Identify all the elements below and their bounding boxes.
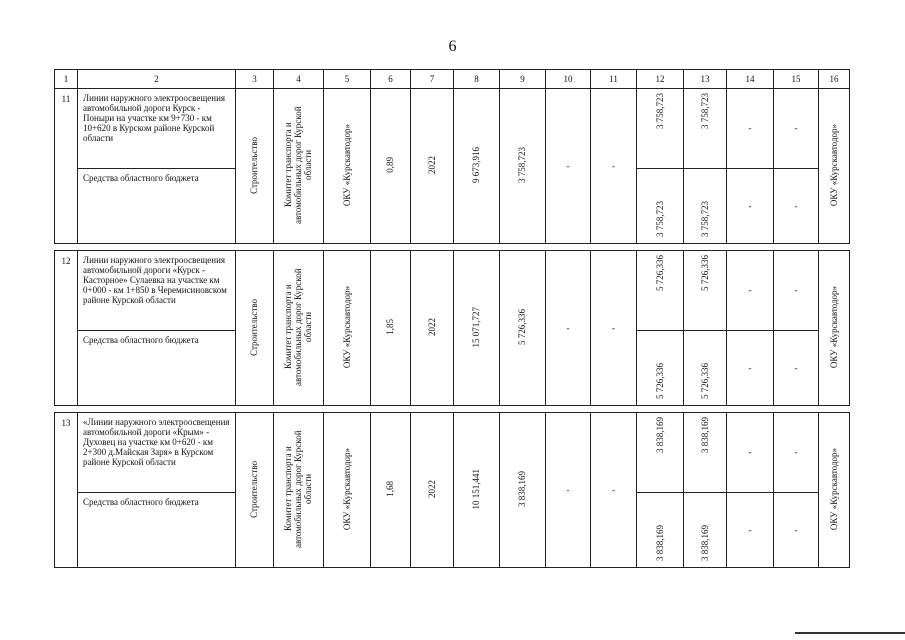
header-cell: 12 — [637, 70, 684, 89]
header-cell: 6 — [371, 70, 411, 89]
col13-value: 3 758,723 — [699, 93, 710, 129]
developer-name: ОКУ «Курскавтодор» — [341, 123, 352, 207]
funding-source: Средства областного бюджета — [78, 169, 236, 244]
col12-value: 3 838,169 — [654, 524, 665, 561]
capacity-value: 0,89 — [385, 157, 396, 173]
col14-value: - — [727, 169, 774, 244]
col14-value: - — [727, 331, 774, 406]
scan-edge-mark — [795, 632, 905, 634]
operator-name: ОКУ «Курскавтодор» — [828, 447, 839, 531]
col13-value: 5 726,336 — [699, 255, 710, 291]
header-cell: 9 — [500, 70, 546, 89]
work-type: Строительство — [249, 136, 260, 194]
table-row — [55, 251, 850, 331]
customer-name: Комитет транспорта и автомобильных дорог Курской области — [283, 268, 314, 386]
col9-value: 5 726,336 — [517, 308, 528, 345]
header-cell: 7 — [411, 70, 454, 89]
investment-table — [54, 69, 850, 568]
col11-value: - — [591, 413, 637, 568]
customer-name: Комитет транспорта и автомобильных дорог Курской области — [283, 106, 314, 224]
col12-value: 3 758,723 — [654, 93, 665, 129]
header-cell: 2 — [78, 70, 236, 89]
col11-value: - — [591, 251, 637, 406]
year-value: 2022 — [426, 479, 437, 498]
operator-name: ОКУ «Курскавтодор» — [828, 285, 839, 369]
row-number: 12 — [55, 251, 78, 406]
year-value: 2022 — [426, 317, 437, 336]
col15-value: - — [774, 413, 819, 493]
year-value: 2022 — [426, 155, 437, 174]
header-cell: 4 — [274, 70, 324, 89]
funding-source: Средства областного бюджета — [78, 493, 236, 568]
developer-name: ОКУ «Курскавтодор» — [341, 447, 352, 531]
header-cell: 5 — [324, 70, 371, 89]
row-number: 11 — [55, 89, 78, 244]
header-cell: 1 — [55, 70, 78, 89]
customer-name: Комитет транспорта и автомобильных дорог Курской области — [283, 430, 314, 548]
header-cell: 10 — [546, 70, 591, 89]
col15-value: - — [774, 169, 819, 244]
developer-name: ОКУ «Курскавтодор» — [341, 285, 352, 369]
col15-value: - — [774, 331, 819, 406]
col15-value: - — [774, 89, 819, 169]
funding-source: Средства областного бюджета — [78, 331, 236, 406]
col13-value: 3 758,723 — [699, 200, 710, 237]
col12-value: 3 838,169 — [654, 417, 665, 453]
col14-value: - — [727, 493, 774, 568]
object-name: «Линии наружного электроосвещения автомобильной дороги «Крым» - Духовец на участке км 0+620 - км 2+300 д.Майская Заря» в Курском районе Курской области — [78, 413, 236, 493]
capacity-value: 1,68 — [385, 481, 396, 497]
header-cell: 16 — [819, 70, 850, 89]
col13-value: 3 838,169 — [699, 417, 710, 453]
header-cell: 14 — [727, 70, 774, 89]
col12-value: 3 758,723 — [654, 200, 665, 237]
total-cost: 9 673,916 — [471, 146, 482, 183]
col10-value: - — [546, 89, 591, 244]
table-row — [55, 89, 850, 169]
col10-value: - — [546, 251, 591, 406]
col11-value: - — [591, 89, 637, 244]
total-cost: 15 071,727 — [471, 306, 482, 348]
table-row — [55, 413, 850, 493]
header-cell: 13 — [684, 70, 727, 89]
col13-value: 5 726,336 — [699, 362, 710, 399]
col12-value: 5 726,336 — [654, 362, 665, 399]
header-row — [55, 70, 850, 89]
header-cell: 8 — [454, 70, 500, 89]
operator-name: ОКУ «Курскавтодор» — [828, 123, 839, 207]
row-number: 13 — [55, 413, 78, 568]
col15-value: - — [774, 251, 819, 331]
header-cell: 15 — [774, 70, 819, 89]
header-cell: 11 — [591, 70, 637, 89]
work-type: Строительство — [249, 460, 260, 518]
col14-value: - — [727, 413, 774, 493]
header-cell: 3 — [236, 70, 274, 89]
capacity-value: 1,85 — [385, 319, 396, 335]
work-type: Строительство — [249, 298, 260, 356]
col15-value: - — [774, 493, 819, 568]
col13-value: 3 838,169 — [699, 524, 710, 561]
object-name: Линии наружного электроосвещения автомобильной дороги «Курск - Касторное» Сулаевка на участке км 0+000 - км 1+850 в Черемисиновском районе Курской области — [78, 251, 236, 331]
object-name: Линии наружного электроосвещения автомобильной дороги Курск - Поныри на участке км 9+730 - км 10+620 в Курском районе Курской области — [78, 89, 236, 169]
col12-value: 5 726,336 — [654, 255, 665, 291]
col14-value: - — [727, 89, 774, 169]
page-number: 6 — [448, 38, 457, 55]
col14-value: - — [727, 251, 774, 331]
col9-value: 3 838,169 — [517, 470, 528, 507]
col9-value: 3 758,723 — [517, 146, 528, 183]
col10-value: - — [546, 413, 591, 568]
total-cost: 10 151,441 — [471, 468, 482, 510]
